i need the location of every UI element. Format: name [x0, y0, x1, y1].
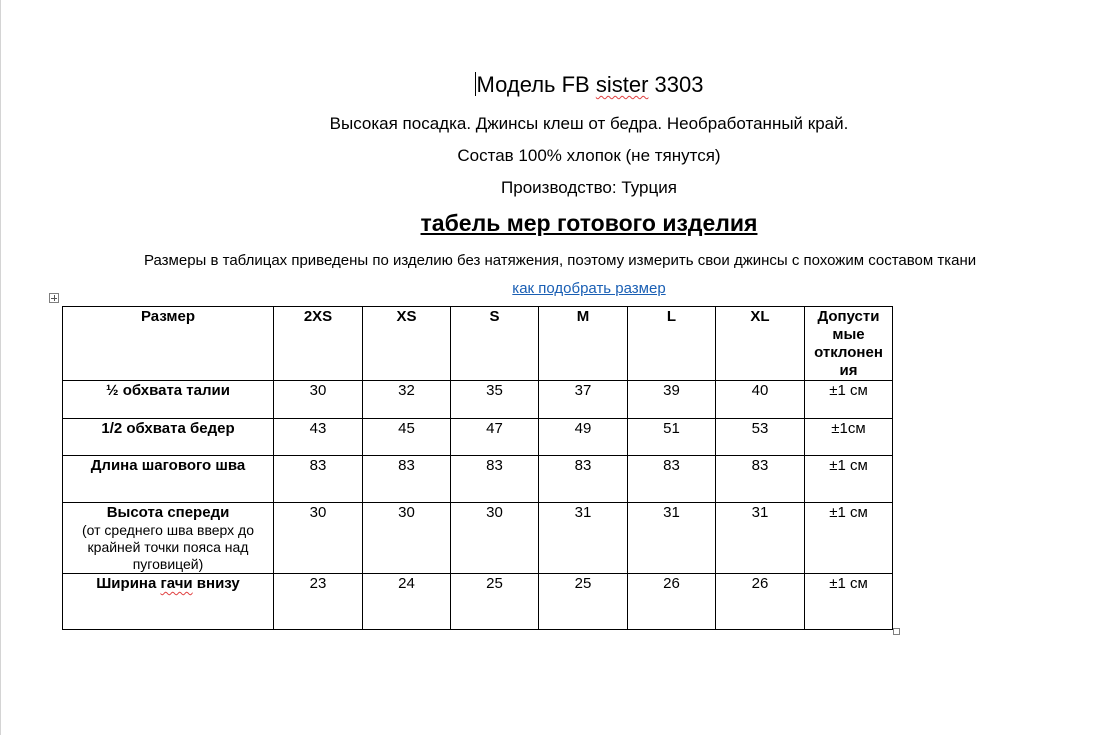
text-cursor	[475, 72, 476, 96]
tolerance-cell[interactable]: ±1 см	[805, 456, 893, 503]
table-cell[interactable]: 47	[451, 419, 539, 456]
row-label-cell[interactable]	[63, 503, 274, 574]
tolerance-cell[interactable]: ±1 см	[805, 381, 893, 419]
table-cell[interactable]: 83	[628, 456, 716, 503]
header-size-label[interactable]: Размер	[63, 307, 274, 381]
row-label-suffix: внизу	[192, 575, 240, 592]
table-cell[interactable]: 83	[716, 456, 805, 503]
table-cell[interactable]: 26	[716, 574, 805, 630]
table-cell[interactable]: 35	[451, 381, 539, 419]
table-cell[interactable]: 25	[539, 574, 628, 630]
size-chart-heading: табель мер готового изделия	[420, 210, 758, 236]
table-cell[interactable]: 23	[274, 574, 363, 630]
header-size-xs[interactable]: XS	[363, 307, 451, 381]
row-label[interactable]: ½ обхвата талии	[63, 381, 274, 419]
table-cell[interactable]: 25	[451, 574, 539, 630]
table-cell[interactable]: 83	[451, 456, 539, 503]
table-cell[interactable]: 31	[628, 503, 716, 574]
table-cell[interactable]: 30	[274, 503, 363, 574]
table-cell[interactable]: 30	[451, 503, 539, 574]
row-label: Высота спереди	[106, 504, 230, 521]
size-table	[62, 306, 893, 630]
table-cell[interactable]: 37	[539, 381, 628, 419]
title-prefix: Модель FB	[476, 72, 596, 97]
table-cell[interactable]: 83	[274, 456, 363, 503]
table-cell[interactable]: 31	[539, 503, 628, 574]
tolerance-cell[interactable]: ±1см	[805, 419, 893, 456]
table-cell[interactable]: 43	[274, 419, 363, 456]
table-cell[interactable]: 30	[363, 503, 451, 574]
table-cell[interactable]: 30	[274, 381, 363, 419]
row-label[interactable]: Длина шагового шва	[63, 456, 274, 503]
table-cell[interactable]: 32	[363, 381, 451, 419]
subtitle-origin: Производство: Турция	[501, 178, 677, 197]
row-sublabel: (от среднего шва вверх до крайней точки пояса над пуговицей)	[81, 522, 255, 572]
size-guide-link[interactable]: как подобрать размер	[512, 280, 666, 297]
table-cell[interactable]: 26	[628, 574, 716, 630]
header-size-s[interactable]: S	[451, 307, 539, 381]
table-cell[interactable]: 31	[716, 503, 805, 574]
row-label-prefix: Ширина	[96, 575, 161, 592]
header-size-l[interactable]: L	[628, 307, 716, 381]
table-row	[63, 503, 893, 574]
measurement-note: Размеры в таблицах приведены по изделию без натяжения, поэтому измерить свои джинсы с похожим составом ткани	[144, 252, 977, 269]
row-label[interactable]: 1/2 обхвата бедер	[63, 419, 274, 456]
header-tolerance[interactable]: Допусти мые отклонен ия	[805, 307, 893, 381]
table-move-handle-icon[interactable]	[49, 293, 59, 303]
header-size-xl[interactable]: XL	[716, 307, 805, 381]
table-cell[interactable]: 51	[628, 419, 716, 456]
table-cell[interactable]: 53	[716, 419, 805, 456]
document-title[interactable]	[1, 72, 1118, 98]
subtitle-fit: Высокая посадка. Джинсы клеш от бедра. Необработанный край.	[329, 114, 849, 133]
table-row	[63, 381, 893, 419]
table-resize-handle-icon[interactable]	[893, 628, 900, 635]
header-size-2xs[interactable]: 2XS	[274, 307, 363, 381]
subtitle-composition: Состав 100% хлопок (не тянутся)	[457, 146, 721, 165]
table-cell[interactable]: 24	[363, 574, 451, 630]
row-label-misspelled-word[interactable]: гачи	[160, 575, 193, 592]
table-row	[63, 456, 893, 503]
table-cell[interactable]: 40	[716, 381, 805, 419]
table-cell[interactable]: 83	[363, 456, 451, 503]
title-misspelled-word[interactable]: sister	[595, 72, 649, 97]
header-size-m[interactable]: M	[539, 307, 628, 381]
table-row	[63, 574, 893, 630]
row-label-cell[interactable]	[63, 574, 274, 630]
title-suffix: 3303	[648, 72, 704, 97]
size-guide-link-line	[1, 280, 1118, 297]
table-cell[interactable]: 49	[539, 419, 628, 456]
table-cell[interactable]: 45	[363, 419, 451, 456]
tolerance-cell[interactable]: ±1 см	[805, 503, 893, 574]
table-cell[interactable]: 39	[628, 381, 716, 419]
table-cell[interactable]: 83	[539, 456, 628, 503]
tolerance-cell[interactable]: ±1 см	[805, 574, 893, 630]
table-header-row	[63, 307, 893, 381]
table-row	[63, 419, 893, 456]
